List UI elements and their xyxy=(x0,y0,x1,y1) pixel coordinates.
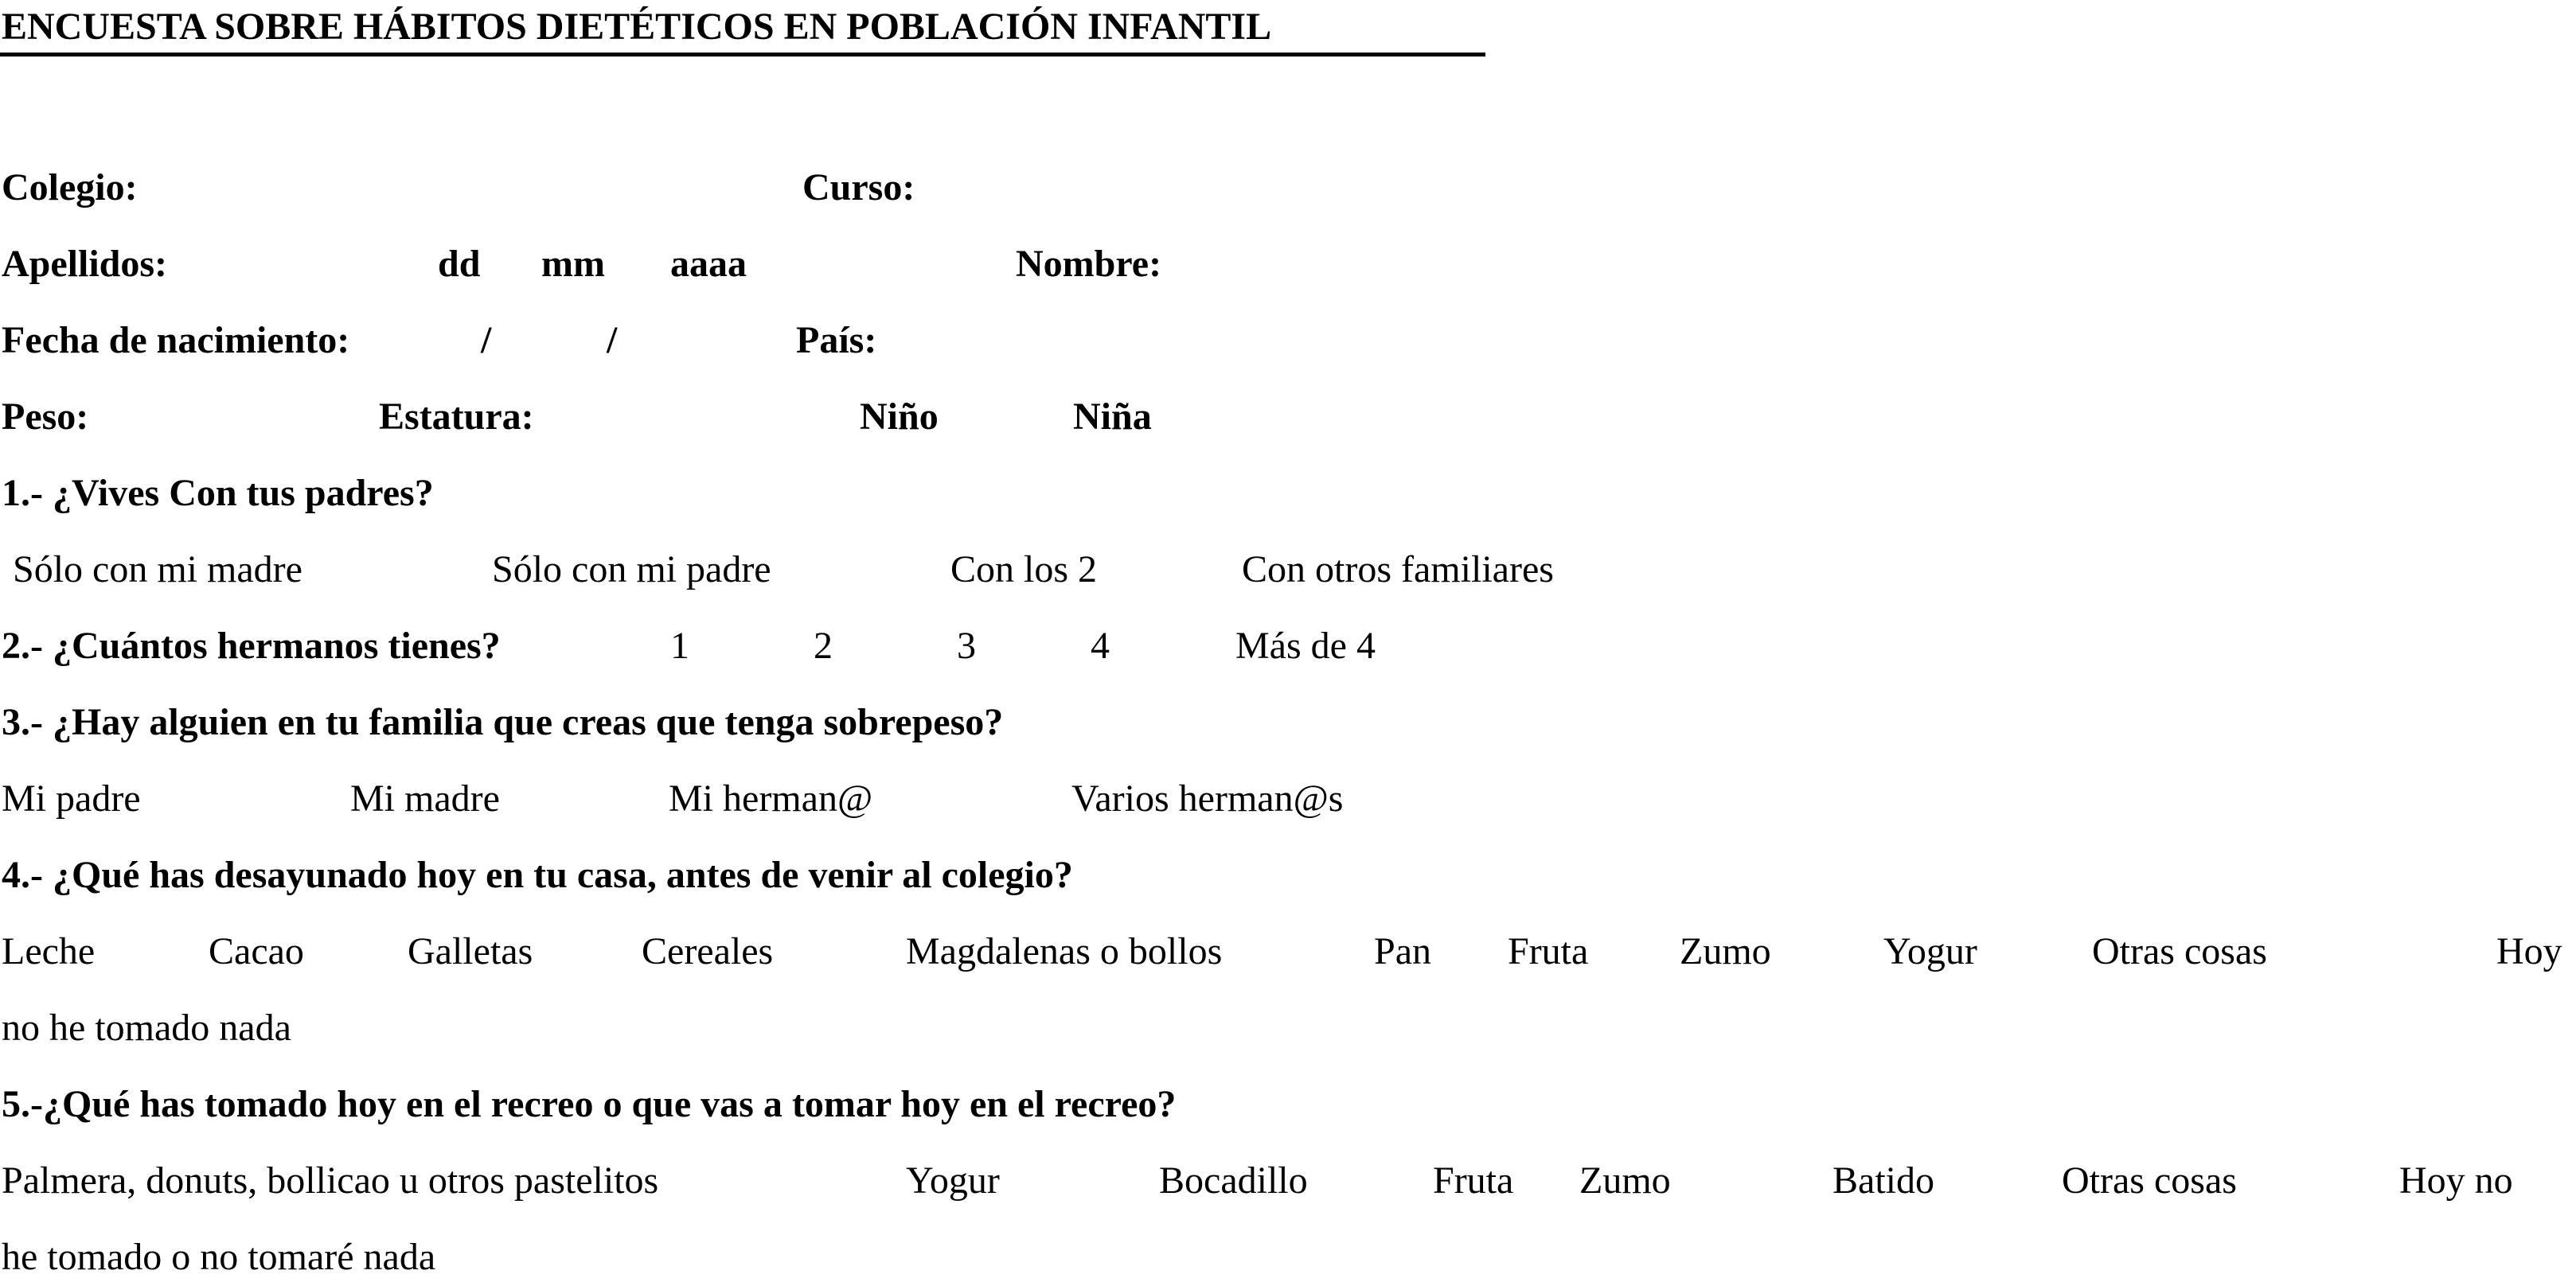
date-separator-2: / xyxy=(607,319,618,361)
q4-option-fruta: Fruta xyxy=(1508,930,1589,972)
q4-option-magdalenas: Magdalenas o bollos xyxy=(906,930,1223,972)
title-underline xyxy=(0,53,1485,57)
estatura-label: Estatura: xyxy=(379,396,534,438)
question-2: 2.- ¿Cuántos hermanos tienes? xyxy=(2,625,501,667)
apellidos-label: Apellidos: xyxy=(2,243,168,285)
survey-title: ENCUESTA SOBRE HÁBITOS DIETÉTICOS EN POBLACIÓN INFANTIL xyxy=(2,6,1272,48)
q4-option-hoy: Hoy xyxy=(2496,930,2562,972)
q4-option-cacao: Cacao xyxy=(209,930,304,972)
q5-option-hoy-no: Hoy no xyxy=(2399,1159,2513,1202)
q1-option-los-2: Con los 2 xyxy=(950,548,1098,590)
q5-option-otras-cosas: Otras cosas xyxy=(2062,1159,2237,1202)
q5-option-fruta: Fruta xyxy=(1433,1159,1514,1202)
month-label: mm xyxy=(541,243,605,285)
q5-option-nada-continuation: he tomado o no tomaré nada xyxy=(2,1236,436,1278)
q4-option-cereales: Cereales xyxy=(642,930,774,972)
q3-option-madre: Mi madre xyxy=(350,777,500,820)
q5-option-yogur: Yogur xyxy=(906,1159,1000,1202)
question-5: 5.-¿Qué has tomado hoy en el recreo o que vas a tomar hoy en el recreo? xyxy=(2,1083,1177,1125)
colegio-label: Colegio: xyxy=(2,166,138,208)
pais-label: País: xyxy=(796,319,877,361)
q5-option-pastelitos: Palmera, donuts, bollicao u otros pastelitos xyxy=(2,1159,659,1202)
year-label: aaaa xyxy=(670,243,747,285)
q3-option-varios-hermanos: Varios herman@s xyxy=(1071,777,1344,820)
q2-option-mas-de-4: Más de 4 xyxy=(1235,625,1376,667)
peso-label: Peso: xyxy=(2,396,89,438)
q3-option-padre: Mi padre xyxy=(2,777,141,820)
q4-option-otras-cosas: Otras cosas xyxy=(2092,930,2267,972)
q2-option-2: 2 xyxy=(814,625,833,667)
q4-option-zumo: Zumo xyxy=(1680,930,1771,972)
fecha-nacimiento-label: Fecha de nacimiento: xyxy=(2,319,350,361)
q2-option-1: 1 xyxy=(670,625,689,667)
q4-option-nada-continuation: no he tomado nada xyxy=(2,1007,291,1049)
q2-option-3: 3 xyxy=(957,625,976,667)
q1-option-padre: Sólo con mi padre xyxy=(492,548,771,590)
q4-option-leche: Leche xyxy=(2,930,96,972)
q3-option-hermano: Mi herman@ xyxy=(669,777,873,820)
day-label: dd xyxy=(438,243,481,285)
nina-option: Niña xyxy=(1073,396,1152,438)
q5-option-zumo: Zumo xyxy=(1579,1159,1671,1202)
nino-option: Niño xyxy=(860,396,939,438)
q4-option-pan: Pan xyxy=(1374,930,1431,972)
date-separator-1: / xyxy=(481,319,492,361)
question-3: 3.- ¿Hay alguien en tu familia que creas que tenga sobrepeso? xyxy=(2,701,1004,743)
q5-option-batido: Batido xyxy=(1832,1159,1934,1202)
question-4: 4.- ¿Qué has desayunado hoy en tu casa, antes de venir al colegio? xyxy=(2,854,1073,896)
q5-option-bocadillo: Bocadillo xyxy=(1159,1159,1308,1202)
q4-option-yogur: Yogur xyxy=(1883,930,1977,972)
q1-option-madre: Sólo con mi madre xyxy=(13,548,302,590)
q2-option-4: 4 xyxy=(1091,625,1110,667)
q1-option-otros: Con otros familiares xyxy=(1242,548,1554,590)
question-1: 1.- ¿Vives Con tus padres? xyxy=(2,472,434,514)
curso-label: Curso: xyxy=(802,166,915,208)
q4-option-galletas: Galletas xyxy=(408,930,533,972)
nombre-label: Nombre: xyxy=(1016,243,1162,285)
